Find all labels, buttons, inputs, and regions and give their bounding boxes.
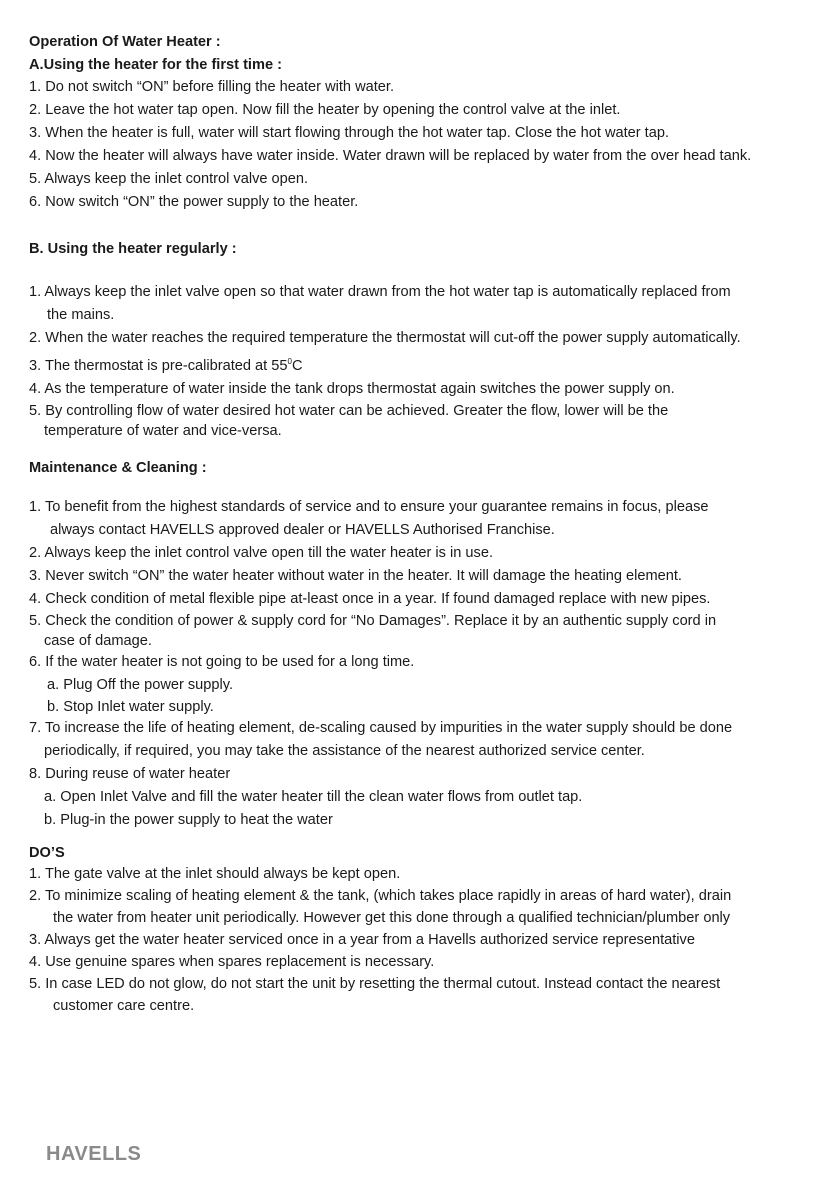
regular-use-subtitle: B. Using the heater regularly : [29, 241, 237, 257]
list-item: 2. To minimize scaling of heating element & the tank, (which takes place rapidly in areas of hard water), drain [29, 888, 732, 904]
list-item: 5. By controlling flow of water desired hot water can be achieved. Greater the flow, lower will be the [29, 403, 669, 419]
maintenance-title: Maintenance & Cleaning : [29, 460, 207, 476]
list-item: 2. Leave the hot water tap open. Now fill the heater by opening the control valve at the inlet. [29, 102, 621, 118]
list-item-continuation: case of damage. [44, 633, 152, 649]
list-item: 8. During reuse of water heater [29, 766, 231, 782]
regular-use-list [29, 281, 809, 441]
list-item: 4. Check condition of metal flexible pipe at-least once in a year. If found damaged replace with new pipes. [29, 591, 711, 607]
first-time-subtitle: A.Using the heater for the first time : [29, 57, 282, 73]
sub-item: b. Plug-in the power supply to heat the water [44, 812, 333, 828]
list-item: 4. As the temperature of water inside the tank drops thermostat again switches the power supply on. [29, 381, 675, 397]
list-item: 6. If the water heater is not going to be used for a long time. [29, 654, 415, 670]
list-item: 3. When the heater is full, water will start flowing through the hot water tap. Close the hot water tap. [29, 125, 670, 141]
operation-title: Operation Of Water Heater : [29, 34, 221, 50]
list-item: 2. When the water reaches the required temperature the thermostat will cut-off the power supply automatically. [29, 330, 741, 346]
list-item: 3. Always get the water heater serviced once in a year from a Havells authorized service representative [29, 932, 695, 948]
degree-superscript: 0 [287, 357, 292, 366]
list-item: 1. Do not switch “ON” before filling the heater with water. [29, 79, 395, 95]
thermostat-text: 3. The thermostat is pre-calibrated at 55 [29, 358, 288, 374]
list-item: 3. Never switch “ON” the water heater without water in the heater. It will damage the heating element. [29, 568, 682, 584]
dos-section [29, 844, 809, 1017]
list-item-continuation: the water from heater unit periodically. However get this done through a qualified technician/plumber only [53, 910, 731, 926]
list-item-continuation: customer care centre. [53, 998, 195, 1014]
list-item: 4. Use genuine spares when spares replacement is necessary. [29, 954, 435, 970]
list-item-continuation: always contact HAVELLS approved dealer or HAVELLS Authorised Franchise. [50, 522, 555, 538]
list-item: 1. Always keep the inlet valve open so that water drawn from the hot water tap is automatically replaced from [29, 284, 731, 300]
list-item: 5. In case LED do not glow, do not start the unit by resetting the thermal cutout. Instead contact the nearest [29, 976, 721, 992]
manual-page [29, 33, 809, 1017]
list-item: 5. Check the condition of power & supply cord for “No Damages”. Replace it by an authentic supply cord in [29, 613, 717, 629]
list-item-continuation: temperature of water and vice-versa. [44, 423, 282, 439]
list-item: 2. Always keep the inlet control valve open till the water heater is in use. [29, 545, 494, 561]
havells-logo: HAVELLS [46, 1143, 142, 1165]
list-item: 5. Always keep the inlet control valve open. [29, 171, 309, 187]
list-item: 7. To increase the life of heating element, de-scaling caused by impurities in the water supply should be done [29, 720, 733, 736]
list-item: 1. To benefit from the highest standards of service and to ensure your guarantee remains in focus, please [29, 499, 709, 515]
sub-item: a. Open Inlet Valve and fill the water heater till the clean water flows from outlet tap. [44, 789, 583, 805]
dos-title: DO’S [29, 845, 65, 861]
list-item-continuation: the mains. [47, 307, 115, 323]
celsius-unit: C [291, 358, 303, 374]
list-item-continuation: periodically, if required, you may take the assistance of the nearest authorized service center. [44, 743, 645, 759]
maintenance-list [29, 496, 809, 832]
sub-item: a. Plug Off the power supply. [47, 677, 234, 693]
list-item: 6. Now switch “ON” the power supply to the heater. [29, 194, 359, 210]
first-time-list [29, 76, 809, 214]
list-item: 4. Now the heater will always have water inside. Water drawn will be replaced by water from the over head tank. [29, 148, 752, 164]
list-item [29, 350, 809, 378]
list-item: 1. The gate valve at the inlet should always be kept open. [29, 866, 401, 882]
sub-item: b. Stop Inlet water supply. [47, 699, 214, 715]
